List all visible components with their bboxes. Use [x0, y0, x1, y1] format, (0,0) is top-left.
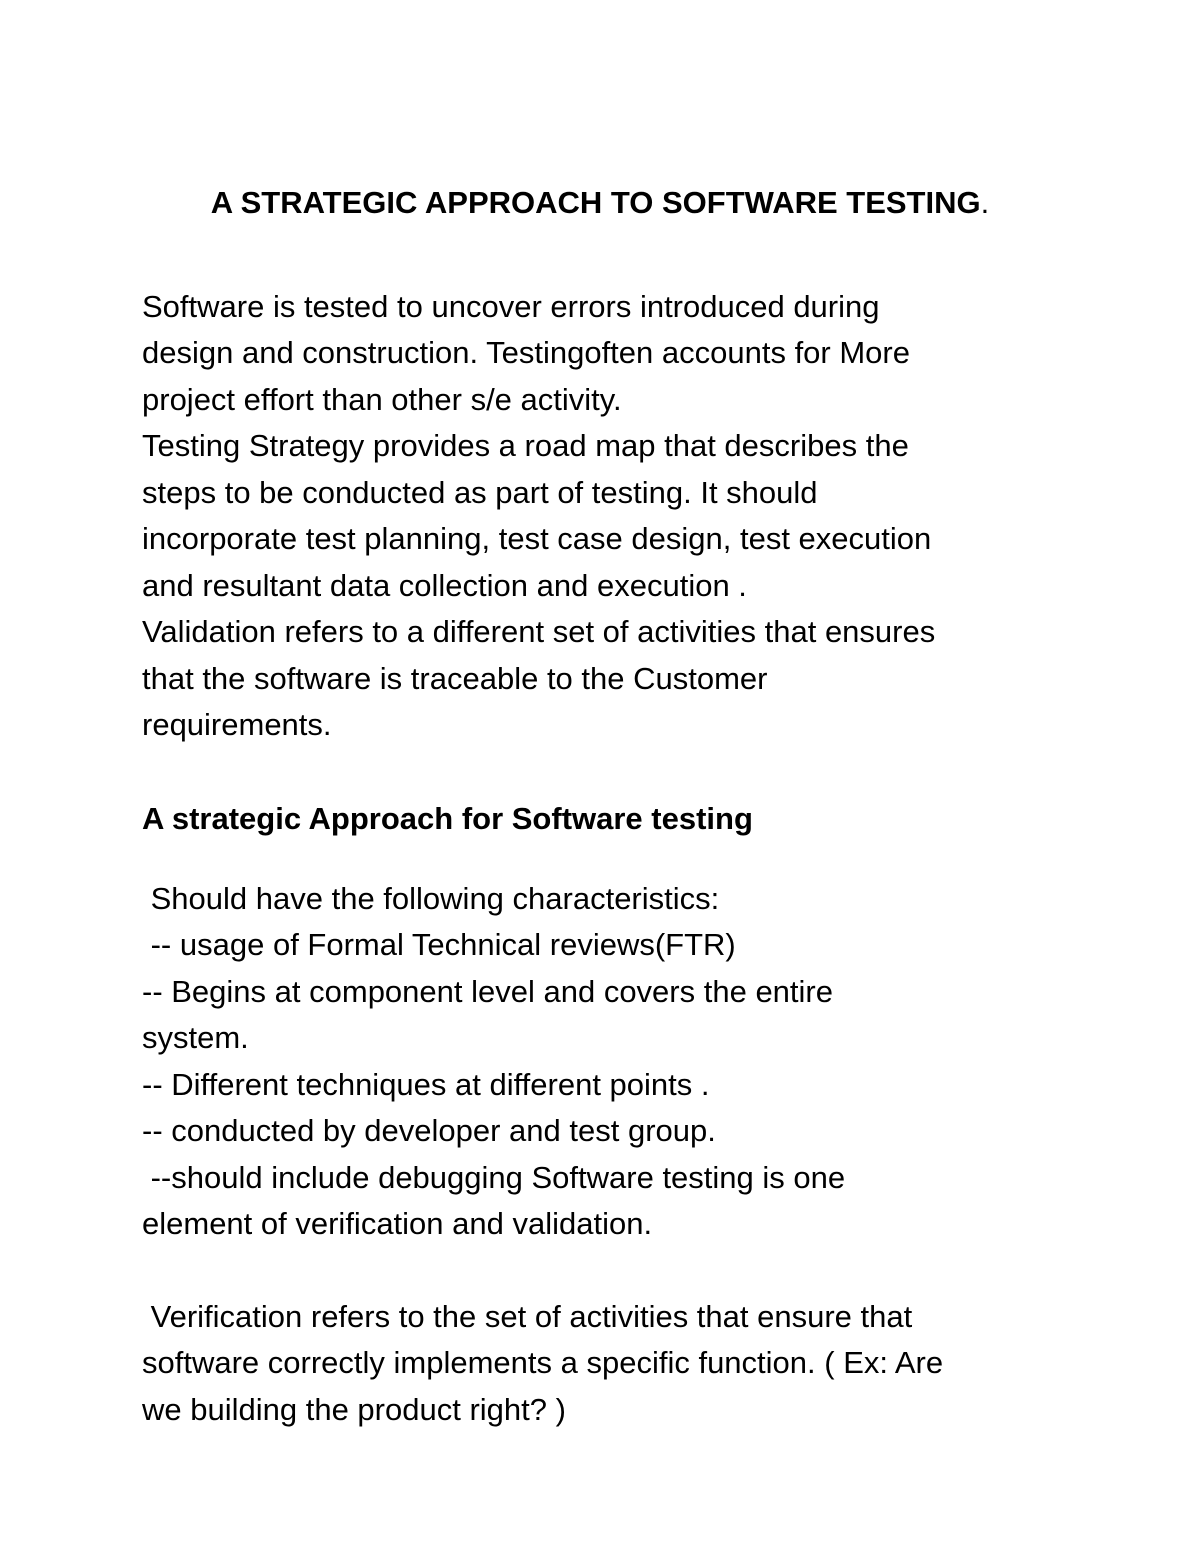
intro-line: requirements.: [142, 707, 332, 742]
characteristics-line: -- usage of Formal Technical reviews(FTR): [142, 927, 736, 962]
characteristics-line: system.: [142, 1020, 249, 1055]
document-title-period: .: [980, 185, 990, 220]
document-title-text: A STRATEGIC APPROACH TO SOFTWARE TESTING: [210, 185, 981, 220]
intro-line: project effort than other s/e activity.: [142, 382, 622, 417]
characteristics-line: element of verification and validation.: [142, 1206, 653, 1241]
intro-line: that the software is traceable to the Customer: [142, 661, 768, 696]
verification-line: Verification refers to the set of activities that ensure that: [142, 1299, 913, 1334]
characteristics-line: -- conducted by developer and test group.: [142, 1113, 716, 1148]
intro-line: Software is tested to uncover errors introduced during: [142, 289, 880, 324]
intro-line: design and construction. Testingoften accounts for More: [142, 335, 910, 370]
characteristics-line: Should have the following characteristics:: [142, 881, 720, 916]
intro-line: steps to be conducted as part of testing. It should: [142, 475, 818, 510]
characteristics-line: -- Begins at component level and covers the entire: [142, 974, 833, 1009]
verification-line: we building the product right? ): [142, 1392, 566, 1427]
intro-line: Validation refers to a different set of activities that ensures: [142, 614, 936, 649]
intro-line: Testing Strategy provides a road map that describes the: [142, 428, 909, 463]
verification-line: software correctly implements a specific function. ( Ex: Are: [142, 1345, 944, 1380]
intro-line: incorporate test planning, test case design, test execution: [142, 521, 932, 556]
section-heading: A strategic Approach for Software testing: [142, 801, 753, 836]
intro-line: and resultant data collection and execution .: [142, 568, 747, 603]
document-title: [0, 181, 1200, 225]
characteristics-line: -- Different techniques at different points .: [142, 1067, 710, 1102]
characteristics-line: --should include debugging Software testing is one: [142, 1160, 846, 1195]
